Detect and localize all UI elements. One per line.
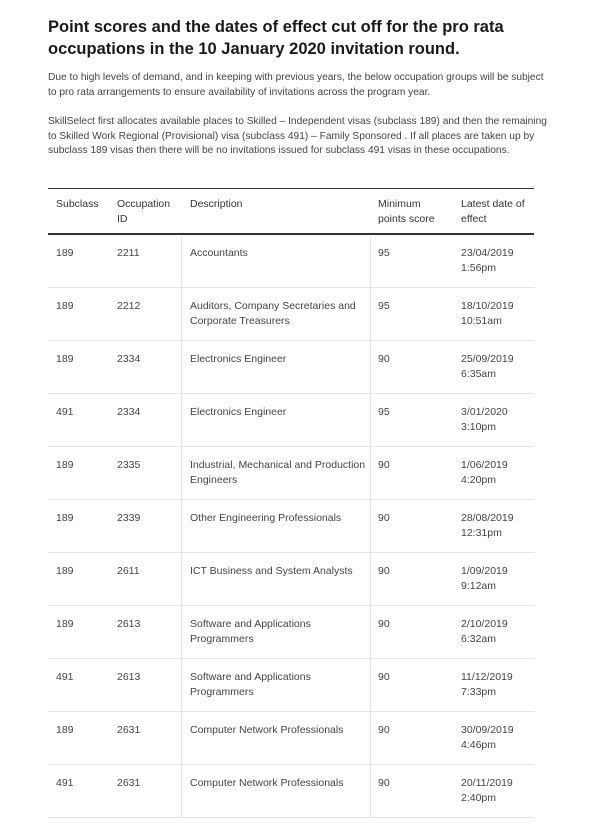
cell-latest-date — [461, 246, 531, 276]
cell-minimum-points: 95 — [378, 247, 390, 259]
date-value: 2/10/2019 — [461, 618, 508, 630]
cell-occupation-id: 2631 — [117, 777, 141, 789]
cell-description: ICT Business and System Analysts — [190, 565, 353, 577]
table-row — [48, 288, 534, 341]
cell-occupation-id: 2339 — [117, 512, 141, 524]
cell-description: Industrial, Mechanical and Production Engineers — [190, 459, 366, 486]
time-value: 4:20pm — [461, 474, 497, 486]
cell-minimum-points: 90 — [378, 353, 390, 365]
cell-description: Software and Applications Programmers — [190, 618, 311, 645]
cell-latest-date — [461, 299, 531, 329]
date-value: 1/06/2019 — [461, 459, 508, 471]
pro-rata-table — [48, 188, 534, 818]
date-value: 11/12/2019 — [461, 671, 513, 683]
cell-occupation-id: 2613 — [117, 671, 141, 683]
cell-subclass: 189 — [56, 459, 74, 471]
table-row — [48, 235, 534, 288]
cell-minimum-points: 90 — [378, 565, 390, 577]
time-value: 1:56pm — [461, 262, 497, 274]
time-value: 7:33pm — [461, 686, 497, 698]
header-subclass: Subclass — [56, 198, 99, 210]
cell-subclass: 491 — [56, 777, 74, 789]
cell-subclass: 491 — [56, 406, 74, 418]
cell-occupation-id: 2613 — [117, 618, 141, 630]
cell-subclass: 491 — [56, 671, 74, 683]
cell-minimum-points: 90 — [378, 618, 390, 630]
cell-occupation-id: 2335 — [117, 459, 141, 471]
cell-latest-date — [461, 670, 531, 700]
date-value: 3/01/2020 — [461, 406, 508, 418]
cell-subclass: 189 — [56, 300, 74, 312]
date-value: 18/10/2019 — [461, 300, 514, 312]
cell-description: Computer Network Professionals — [190, 777, 344, 789]
header-occupation-id: Occupation ID — [117, 198, 171, 225]
table-row — [48, 394, 534, 447]
cell-latest-date — [461, 352, 531, 382]
date-value: 28/08/2019 — [461, 512, 514, 524]
table-row — [48, 341, 534, 394]
time-value: 9:12am — [461, 580, 497, 592]
cell-subclass: 189 — [56, 724, 74, 736]
date-value: 30/09/2019 — [461, 724, 514, 736]
time-value: 12:31pm — [461, 527, 502, 539]
page-title: Point scores and the dates of effect cut off for the pro rata occupations in the 10 January 2020 invitation round. — [48, 18, 504, 58]
cell-description: Computer Network Professionals — [190, 724, 344, 736]
time-value: 6:35am — [461, 368, 497, 380]
cell-description: Other Engineering Professionals — [190, 512, 342, 524]
table-row — [48, 712, 534, 765]
cell-subclass: 189 — [56, 565, 74, 577]
table-row — [48, 606, 534, 659]
cell-occupation-id: 2334 — [117, 353, 141, 365]
cell-occupation-id: 2631 — [117, 724, 141, 736]
cell-latest-date — [461, 723, 531, 753]
table-row — [48, 659, 534, 712]
header-description: Description — [190, 198, 243, 210]
cell-subclass: 189 — [56, 618, 74, 630]
column-divider — [181, 237, 182, 818]
cell-subclass: 189 — [56, 247, 74, 259]
time-value: 4:46pm — [461, 739, 497, 751]
table-row — [48, 447, 534, 500]
cell-latest-date — [461, 617, 531, 647]
cell-subclass: 189 — [56, 512, 74, 524]
time-value: 6:32am — [461, 633, 497, 645]
cell-description: Auditors, Company Secretaries and Corporate Treasurers — [190, 300, 356, 327]
cell-latest-date — [461, 776, 531, 806]
cell-subclass: 189 — [56, 353, 74, 365]
allocation-paragraph: SkillSelect first allocates available places to Skilled – Independent visas (subclass 189) and then the remaining to Skilled Work Regional (Provisional) visa (subclass 491) – Family Sponsored . If all places are taken up by subclass 189 visas then there will be no invitations issued for subclass 491 visas in these occupations. — [48, 116, 547, 156]
cell-occupation-id: 2212 — [117, 300, 141, 312]
date-value: 25/09/2019 — [461, 353, 514, 365]
cell-description: Electronics Engineer — [190, 406, 287, 418]
date-value: 1/09/2019 — [461, 565, 508, 577]
cell-minimum-points: 90 — [378, 512, 390, 524]
cell-minimum-points: 90 — [378, 724, 390, 736]
header-minimum-points: Minimum points score — [378, 198, 435, 225]
cell-occupation-id: 2211 — [117, 247, 140, 259]
cell-minimum-points: 90 — [378, 671, 390, 683]
time-value: 2:40pm — [461, 792, 497, 804]
time-value: 3:10pm — [461, 421, 497, 433]
cell-minimum-points: 90 — [378, 459, 390, 471]
table-row — [48, 553, 534, 606]
column-divider — [370, 237, 371, 818]
cell-occupation-id: 2334 — [117, 406, 141, 418]
table-row — [48, 500, 534, 553]
table-header-row — [48, 189, 534, 235]
date-value: 20/11/2019 — [461, 777, 513, 789]
cell-minimum-points: 95 — [378, 406, 390, 418]
date-value: 23/04/2019 — [461, 247, 514, 259]
cell-latest-date — [461, 511, 531, 541]
cell-minimum-points: 95 — [378, 300, 390, 312]
time-value: 10:51am — [461, 315, 502, 327]
header-latest-date: Latest date of effect — [461, 198, 525, 225]
cell-latest-date — [461, 405, 531, 435]
intro-paragraph: Due to high levels of demand, and in keeping with previous years, the below occupation groups will be subject to pro rata arrangements to ensure availability of invitations across the program year. — [48, 72, 544, 98]
cell-latest-date — [461, 564, 531, 594]
table-row — [48, 765, 534, 818]
cell-description: Accountants — [190, 247, 248, 259]
cell-minimum-points: 90 — [378, 777, 390, 789]
cell-description: Software and Applications Programmers — [190, 671, 311, 698]
cell-description: Electronics Engineer — [190, 353, 287, 365]
cell-occupation-id: 2611 — [117, 565, 140, 577]
cell-latest-date — [461, 458, 531, 488]
